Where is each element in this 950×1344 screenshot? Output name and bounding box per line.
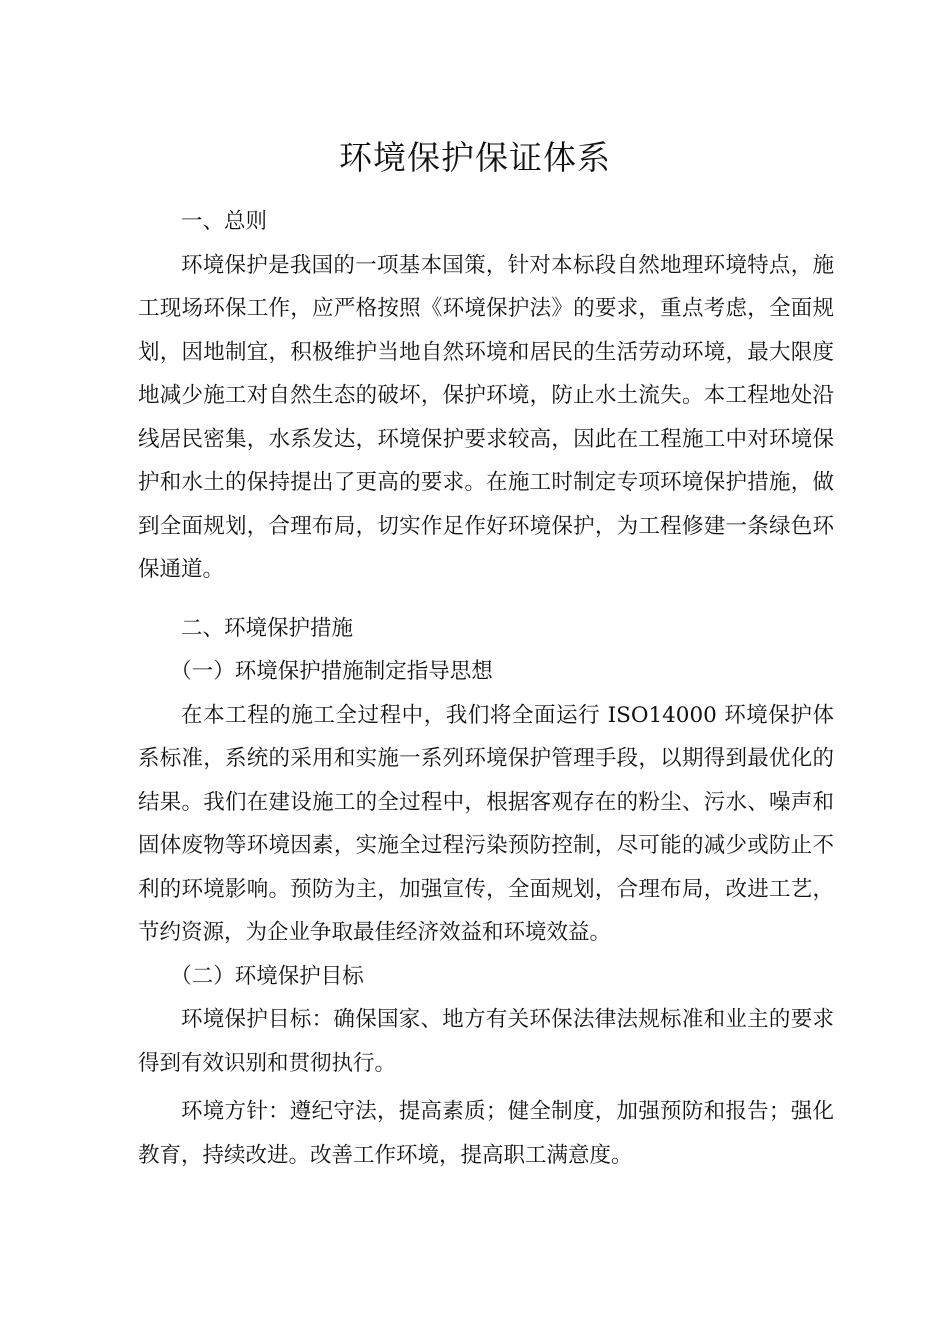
paragraph-policy: 环境方针：遵纪守法，提高素质；健全制度，加强预防和报告；强化教育，持续改进。改善工作环境，提高职工满意度。 [138, 1099, 834, 1168]
section-heading-general: 一、总则 [181, 209, 268, 234]
subsection-heading-guiding-thought: （一）环境保护措施制定指导思想 [170, 659, 493, 684]
paragraph-targets: 环境保护目标：确保国家、地方有关环保法律法规标准和业主的要求得到有效识别和贯彻执行。 [138, 1007, 834, 1076]
section-heading-measures: 二、环境保护措施 [181, 615, 354, 641]
paragraph-guiding-thought: 在本工程的施工全过程中，我们将全面运行 ISO14000 环境保护体系标准，系统的采用和实施一系列环境保护管理手段，以期得到最优化的结果。我们在建设施工的全过程中，根据客观存在的粉尘、污水、噪声和固体废物等环境因素，实施全过程污染预防控制，尽可能的减少或防止不利的环境影响。预防为主，加强宣传，全面规划，合理布局，改进工艺，节约资源，为企业争取最佳经济效益和环境效益。 [138, 702, 834, 945]
document-title: 环境保护保证体系 [339, 138, 611, 177]
subsection-heading-targets: （二）环境保护目标 [170, 963, 364, 989]
paragraph-general: 环境保护是我国的一项基本国策，针对本标段自然地理环境特点，施工现场环保工作，应严格按照《环境保护法》的要求，重点考虑，全面规划，因地制宜，积极维护当地自然环境和居民的生活劳动环境，最大限度地减少施工对自然生态的破坏，保护环境，防止水土流失。本工程地处沿线居民密集，水系发达，环境保护要求较高，因此在工程施工中对环境保护和水土的保持提出了更高的要求。在施工时制定专项环境保护措施，做到全面规划，合理布局，切实作足作好环境保护，为工程修建一条绿色环保通道。 [138, 252, 834, 582]
document-body [138, 200, 834, 1177]
